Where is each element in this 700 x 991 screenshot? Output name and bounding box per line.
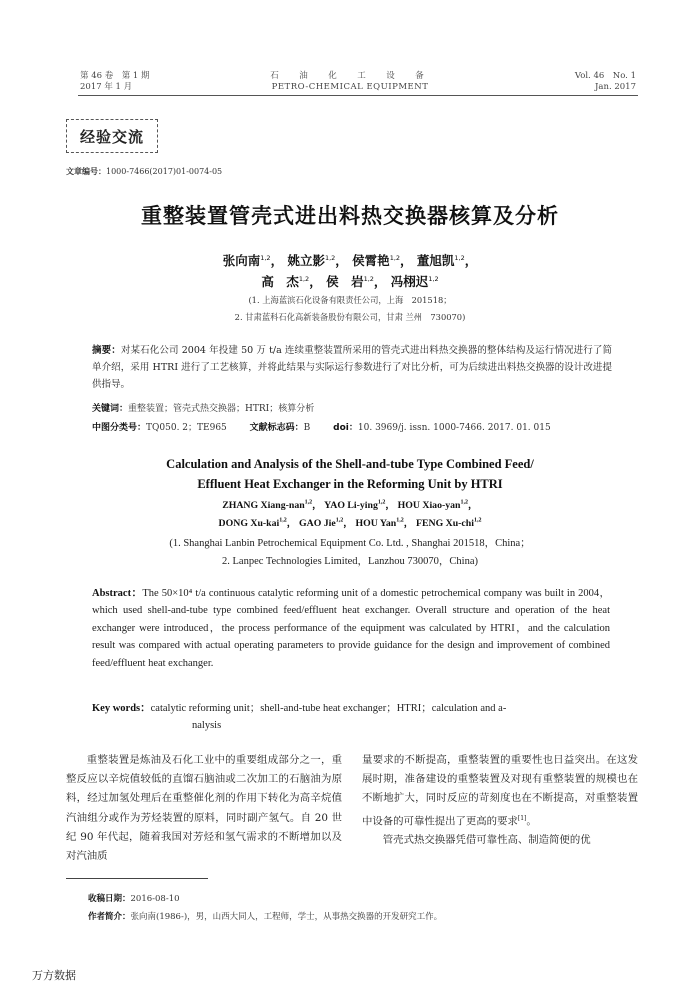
database-watermark: 万方数据: [32, 969, 76, 982]
section-label: [66, 119, 158, 153]
keywords-en-label: Key words：: [92, 703, 151, 714]
author-sup: 1,2: [454, 253, 465, 262]
author-en-sup: 1,2: [335, 517, 344, 524]
author-en-sep: ，: [343, 518, 354, 529]
header-divider: [78, 95, 638, 96]
footnote-received: [88, 892, 180, 904]
author-en-name: ZHANG Xiang-nan: [222, 500, 305, 511]
author-en-name: YAO Li-ying: [324, 500, 378, 511]
author-sep: ，: [309, 274, 322, 289]
publication-date-zh: 2017 年 1 月: [80, 82, 133, 92]
author-en-name: HOU Yan: [355, 518, 397, 529]
volume-no-en: Vol. 46 No. 1: [574, 71, 636, 81]
author-name: 高 杰: [261, 274, 299, 289]
keywords-en-line2: nalysis: [192, 720, 222, 731]
volume-issue-text: 第 46 卷 第 1 期: [80, 71, 150, 81]
author-sup: 1,2: [363, 274, 374, 283]
abstract-en-label: Abstract：: [92, 588, 143, 599]
keywords-zh-label: 关键词：: [92, 404, 129, 414]
paper-title-en-line1: Calculation and Analysis of the Shell-and-tube Type Combined Feed/: [166, 457, 534, 471]
author-en-sup: 1,2: [279, 517, 287, 524]
author-sup: 1,2: [324, 253, 336, 262]
doc-code-label: 文献标志码：: [249, 423, 304, 433]
abstract-zh-label: 摘要：: [92, 345, 121, 356]
affiliation-en-2: 2. Lanpec Technologies Limited，Lanzhou 730070，China): [222, 556, 478, 567]
received-date: 2016-08-10: [130, 894, 180, 904]
author-en-sup: 1,2: [473, 517, 482, 524]
affiliation-zh-2: 2. 甘肃蓝科石化高新装备股份有限公司，甘肃 兰州 730070): [234, 312, 466, 322]
footnote-divider: [66, 878, 208, 879]
keywords-zh-text: 重整装置；管壳式热交换器；HTRI；核算分析: [128, 404, 315, 414]
publication-date-en: Jan. 2017: [595, 82, 636, 92]
abstract-en: [92, 585, 610, 672]
abstract-en-text: The 50×10⁴ t/a continuous catalytic reforming unit of a domestic petrochemical company was built in 2004，which used shell-and-tube type combined feed/effluent heat exchanger. Overall structure and operation of the heat exchanger were introduced，the process performance of the equipment was calculated by HTRI，and the calculation result was compared with actual operating parameters to provide guidance for the design and improvement of combined feed/effluent heat exchanger.: [92, 588, 610, 669]
abstract-zh-text: 对某石化公司 2004 年投建 50 万 t/a 连续重整装置所采用的管壳式进出料热交换器的整体结构及运行情况进行了简单介绍，采用 HTRI 进行了工艺核算，并将此结果与实际运行参数进行了对比分析，可为后续进出料热交换器的设计改进提供指导。: [92, 345, 612, 390]
journal-name-zh: 石 油 化 工 设 备: [270, 71, 430, 81]
author-en-sup: 1,2: [304, 499, 313, 506]
author-en-sep: ，: [403, 518, 414, 529]
author-en-sep: ，: [385, 500, 396, 511]
author-name: 侯 岩: [326, 274, 364, 289]
author-en-name: FENG Xu-chi: [415, 518, 474, 529]
body-paragraph: 重整装置是炼油及石化工业中的重要组成部分之一，重整反应以辛烷值较低的直馏石脑油或二次加工的石脑油为原料，经过加氢处理后在重整催化剂的作用下转化为高辛烷值汽油组分或作为芳烃装置的原料，同时副产氢气。自 20 世纪 90 年代起，随着我国对芳烃和氢气需求的不断增加以及对汽油质: [66, 754, 342, 863]
body-column-left: [66, 751, 342, 866]
body-text: 量要求的不断提高，重整装置的重要性也日益突出。在这发展时期，准备建设的重整装置及对现有重整装置的规模也在不断地扩大，同时反应的苛刻度也在不断提高，对重整装置中设备的可靠性提出了更高的要求: [362, 754, 638, 828]
author-en-name: GAO Jie: [299, 518, 336, 529]
received-label: 收稿日期：: [88, 894, 131, 904]
citation-ref: [1]: [517, 814, 527, 822]
author-name: 张向南: [222, 253, 261, 268]
author-en-sup: 1,2: [396, 517, 404, 524]
paper-title-en-line2: Effluent Heat Exchanger in the Reforming Unit by HTRI: [197, 477, 503, 491]
author-sup: 1,2: [298, 274, 310, 283]
authors-zh-line2: [0, 272, 700, 290]
author-en-name: HOU Xiao-yan: [397, 500, 461, 511]
affiliation-zh-1: (1. 上海蓝滨石化设备有限责任公司，上海 201518；: [248, 295, 452, 305]
doi-value: 10. 3969/j. issn. 1000-7466. 2017. 01. 015: [357, 423, 551, 433]
doc-code-value: B: [303, 423, 311, 433]
body-paragraph: 管壳式热交换器凭借可靠性高、制造简便的优: [382, 834, 591, 847]
keywords-en-line1: catalytic reforming unit；shell-and-tube heat exchanger；HTRI；calculation and a-: [150, 703, 507, 714]
section-label-text: 经验交流: [79, 127, 144, 146]
author-sep: ，: [270, 253, 284, 268]
author-bio-text: 张向南(1986-)，男，山西大同人，工程师，学士，从事热交换器的开发研究工作。: [130, 912, 443, 922]
footnote-author-bio: [88, 910, 442, 922]
authors-zh-line1: [0, 251, 700, 269]
author-sep: ，: [464, 253, 478, 268]
classification-line: [92, 420, 622, 433]
article-number-label: 文章编号：: [66, 167, 106, 176]
journal-volume-en: [575, 71, 636, 93]
article-number-value: 1000-7466(2017)01-0074-05: [106, 167, 223, 176]
clc-label: 中图分类号：: [92, 423, 147, 433]
author-sup: 1,2: [389, 253, 401, 262]
author-en-sep: ，: [468, 500, 478, 511]
author-name: 冯栩迟: [390, 274, 429, 289]
keywords-en: [92, 700, 610, 734]
article-number: [66, 166, 222, 177]
author-en-name: DONG Xu-kai: [218, 518, 280, 529]
body-column-right: [362, 751, 638, 850]
author-sup: 1,2: [428, 274, 439, 283]
authors-en-line1: [0, 497, 700, 511]
abstract-zh: [92, 342, 612, 393]
author-en-sup: 1,2: [377, 499, 386, 506]
author-en-sep: ，: [312, 500, 322, 511]
body-text-end: 。: [526, 815, 537, 828]
affiliation-en-1: (1. Shanghai Lanbin Petrochemical Equipment Co. Ltd. , Shanghai 201518，China；: [169, 538, 531, 549]
body-paragraph-continued: [362, 751, 638, 831]
author-sep: ，: [373, 274, 387, 289]
doi-label: doi：: [333, 423, 358, 433]
paper-title-zh: 重整装置管壳式进出料热交换器核算及分析: [141, 204, 559, 228]
author-sep: ，: [400, 253, 413, 268]
author-sep: ，: [335, 253, 348, 268]
clc-value: TQ050. 2；TE965: [146, 423, 227, 433]
author-name: 姚立影: [287, 253, 325, 268]
author-name: 侯霄艳: [352, 253, 390, 268]
author-bio-label: 作者简介：: [88, 912, 131, 922]
keywords-zh: [92, 401, 622, 414]
journal-name-en: PETRO-CHEMICAL EQUIPMENT: [271, 82, 429, 92]
author-sup: 1,2: [260, 253, 271, 262]
author-name: 董旭凯: [416, 253, 455, 268]
authors-en-line2: [0, 515, 700, 529]
author-en-sup: 1,2: [460, 499, 468, 506]
author-en-sep: ，: [286, 518, 297, 529]
